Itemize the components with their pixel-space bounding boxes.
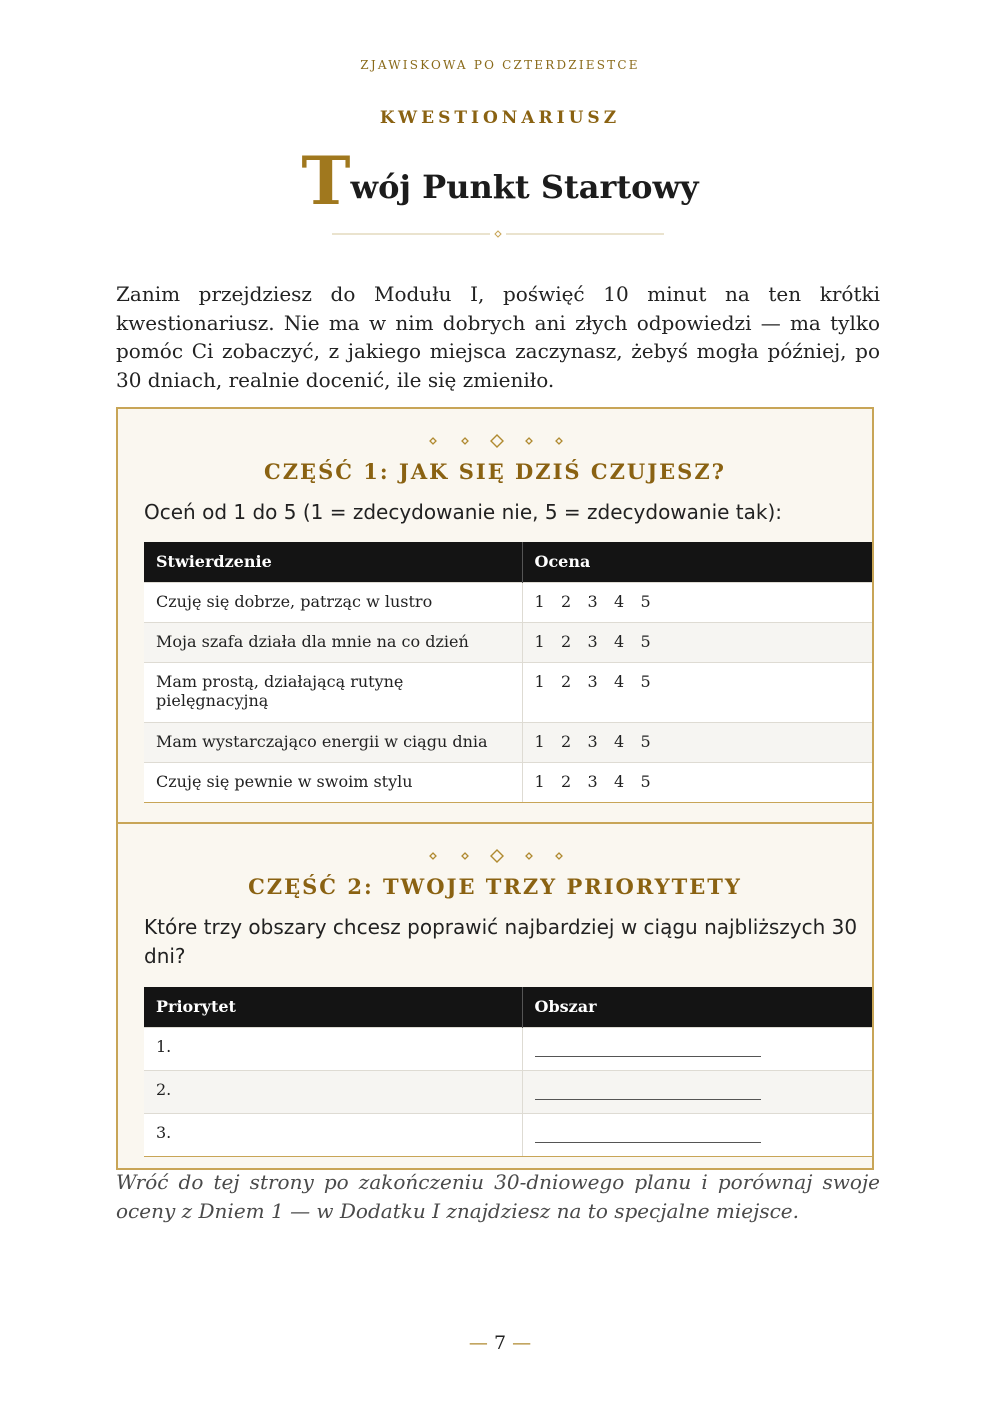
- rating-option-5[interactable]: 5: [640, 591, 651, 611]
- rating-option-5[interactable]: 5: [640, 631, 651, 651]
- statement-cell: Czuję się dobrze, patrząc w lustro: [144, 582, 522, 622]
- rating-option-2[interactable]: 2: [561, 591, 572, 611]
- table-row: [144, 622, 872, 662]
- answer-line[interactable]: [535, 1037, 761, 1057]
- statement-cell: Czuję się pewnie w swoim stylu: [144, 762, 522, 802]
- page-title-text: wój Punkt Startowy: [350, 168, 699, 206]
- rating-option-4[interactable]: 4: [614, 631, 625, 651]
- ornamental-divider: [332, 226, 664, 242]
- rating-option-1[interactable]: 1: [534, 591, 545, 611]
- rating-option-2[interactable]: 2: [561, 771, 572, 791]
- rating-option-3[interactable]: 3: [587, 731, 598, 751]
- page-dash-left: —: [468, 1332, 488, 1354]
- section-2-prompt: Które trzy obszary chcesz poprawić najbardziej w ciągu najbliższych 30 dni?: [144, 915, 858, 968]
- rating-option-5[interactable]: 5: [640, 731, 651, 751]
- table-row: [144, 762, 872, 802]
- rating-option-2[interactable]: 2: [561, 631, 572, 651]
- rating-option-1[interactable]: 1: [534, 671, 545, 691]
- section-1-title: CZĘŚĆ 1: JAK SIĘ DZIŚ CZUJESZ?: [264, 459, 726, 484]
- section-kicker: KWESTIONARIUSZ: [379, 108, 621, 128]
- statement-cell: Mam prostą, działającą rutynę pielęgnacyjną: [144, 662, 522, 722]
- rating-option-1[interactable]: 1: [534, 771, 545, 791]
- answer-line[interactable]: [535, 1123, 761, 1143]
- running-head: ZJAWISKOWA PO CZTERDZIESTCE: [360, 58, 640, 72]
- page-number-value: 7: [493, 1332, 507, 1354]
- statement-cell: Mam wystarczająco energii w ciągu dnia: [144, 722, 522, 762]
- table-row: [144, 662, 872, 722]
- rating-option-1[interactable]: 1: [534, 631, 545, 651]
- page-title: [0, 142, 1000, 220]
- priority-number: 3.: [144, 1113, 522, 1156]
- rating-scale: [522, 622, 872, 662]
- table-row: [144, 1113, 872, 1156]
- priority-number: 1.: [144, 1027, 522, 1070]
- priority-number: 2.: [144, 1070, 522, 1113]
- rating-option-2[interactable]: 2: [561, 671, 572, 691]
- diamond-ornament: [423, 431, 563, 451]
- statement-cell: Moja szafa działa dla mnie na co dzień: [144, 622, 522, 662]
- table-row: [144, 1070, 872, 1113]
- section-2-panel: [116, 822, 874, 1170]
- rating-option-2[interactable]: 2: [561, 731, 572, 751]
- rating-option-3[interactable]: 3: [587, 671, 598, 691]
- rating-option-5[interactable]: 5: [640, 671, 651, 691]
- rating-option-3[interactable]: 3: [587, 631, 598, 651]
- drop-cap: T: [301, 142, 351, 220]
- area-answer-cell: [522, 1027, 872, 1070]
- rating-option-1[interactable]: 1: [534, 731, 545, 751]
- diamond-ornament: [423, 846, 563, 866]
- table-row: [144, 1027, 872, 1070]
- page-number: [0, 1332, 1000, 1354]
- rating-option-4[interactable]: 4: [614, 771, 625, 791]
- rating-scale: [522, 582, 872, 622]
- rating-option-3[interactable]: 3: [587, 591, 598, 611]
- section-1-prompt: Oceń od 1 do 5 (1 = zdecydowanie nie, 5 = zdecydowanie tak):: [144, 500, 783, 524]
- column-header-rating: Ocena: [522, 542, 872, 582]
- area-answer-cell: [522, 1070, 872, 1113]
- area-answer-cell: [522, 1113, 872, 1156]
- rating-option-4[interactable]: 4: [614, 591, 625, 611]
- rating-scale: [522, 722, 872, 762]
- rating-option-4[interactable]: 4: [614, 671, 625, 691]
- priority-table: [144, 987, 872, 1157]
- rating-table: [144, 542, 872, 803]
- rating-option-3[interactable]: 3: [587, 771, 598, 791]
- table-row: [144, 722, 872, 762]
- rating-option-4[interactable]: 4: [614, 731, 625, 751]
- section-1-panel: [116, 407, 874, 824]
- closing-note: Wróć do tej strony po zakończeniu 30-dniowego planu i porównaj swoje oceny z Dniem 1 — w Dodatku I znajdziesz na to specjalne miejsce.: [116, 1170, 880, 1223]
- intro-paragraph: Zanim przejdziesz do Modułu I, poświęć 10 minut na ten krótki kwestionariusz. Nie ma w nim dobrych ani złych odpowiedzi — ma tylko pomóc Ci zobaczyć, z jakiego miejsca zaczynasz, żebyś mogła później, po 30 dniach, realnie docenić, ile się zmieniło.: [116, 282, 880, 392]
- page-dash-right: —: [512, 1332, 532, 1354]
- column-header-area: Obszar: [522, 987, 872, 1027]
- column-header-priority: Priorytet: [144, 987, 522, 1027]
- answer-line[interactable]: [535, 1080, 761, 1100]
- rating-option-5[interactable]: 5: [640, 771, 651, 791]
- rating-scale: [522, 762, 872, 802]
- table-row: [144, 582, 872, 622]
- column-header-statement: Stwierdzenie: [144, 542, 522, 582]
- rating-scale: [522, 662, 872, 722]
- section-2-title: CZĘŚĆ 2: TWOJE TRZY PRIORYTETY: [248, 874, 742, 899]
